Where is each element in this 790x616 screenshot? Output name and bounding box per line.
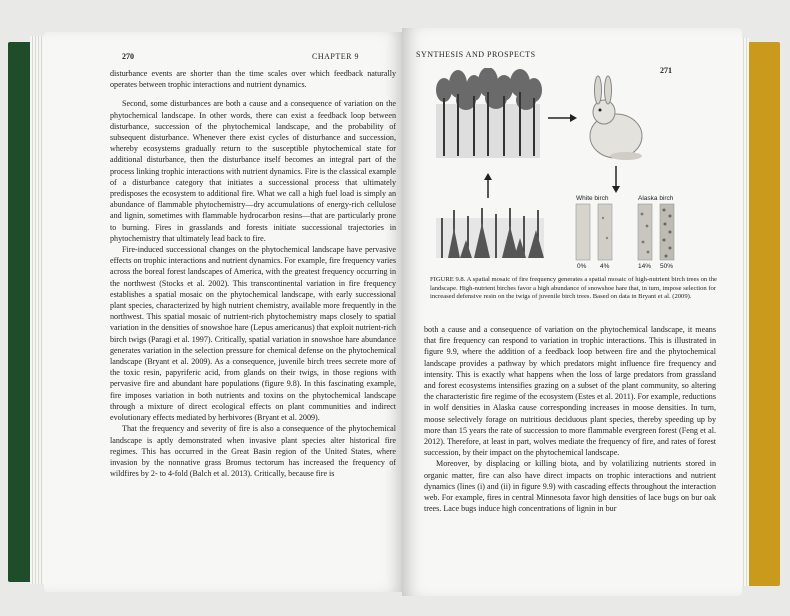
left-text-column [110,68,396,479]
paragraph: disturbance events are shorter than the time scales over which feedback naturally operates between trophic interactions and nutrient dynamics. [110,69,396,90]
bark-sample [576,204,590,260]
bark-percentage: 50% [660,263,674,268]
bark-sample [638,204,652,260]
paragraph: That the frequency and severity of fire is also a consequence of the phytochemical landscape is aptly demonstrated when invasive plant species alter historical fire regimes. This has occurred in the Great Basin region of the United States, where invasion by the nonnative grass Bromus tectorum has increased the frequency of wildfires by 2- to 4-fold (Balch et al. 2013). Critically, because fire is [110,424,396,479]
bark-percentage: 4% [600,263,610,268]
dense-forest-illustration [436,68,542,158]
left-page [44,32,404,592]
right-page [402,28,742,596]
arrow-right-icon [548,114,577,122]
figure-illustration [430,68,730,268]
birch-bark-samples [576,195,674,268]
running-head: SYNTHESIS AND PROSPECTS [416,50,536,59]
right-text-column [424,324,716,514]
running-head: CHAPTER 9 [312,52,359,61]
book-cover-right [744,42,780,586]
page-number: 270 [122,52,134,61]
figure-caption: FIGURE 9.8. A spatial mosaic of fire frequency generates a spatial mosaic of high-nutrient birch trees on the landscape. High-nutrient birches favor a high abundance of snowshoe hare that, in turn, impose selection for increased defensive resin on the twigs of juvenile birch trees. Based on data in Bryant et al. (2009). [430,276,717,301]
burned-forest-illustration [436,208,544,258]
bark-species-label: Alaska birch [638,195,674,202]
paragraph: Moreover, by displacing or killing biota, and by volatilizing nutrients stored in organic matter, fire can also have direct impacts on trophic interactions and nutrient dynamics (lines (i) and (ii) in figure 9.9) with cascading effects throughout the interaction web. For example, fires in central Minnesota favor high densities of lace bugs on bur oak trees. Lace bugs induce high concentrations of lignin in bur [424,459,716,514]
arrow-down-icon [612,166,620,193]
paragraph: Fire-induced successional changes on the phytochemical landscape have pervasive effects on trophic interactions and nutrient dynamics. For example, fire frequency varies across the boreal forest landscapes of America, with the greatest frequency occurring in the northwest (Stocks et al. 2002). This transcontinental variation in fire frequency establishes a spatial mosaic on the phytochemical landscape, with early successional plant species, characterized by high nutrient chemistry, available more frequently in the northwest. This spatial mosaic of nutrient-rich phytochemistry maps closely to spatial variation in the densities of snowshoe hare (Lepus americanus) that exploit nutrient-rich birch twigs (Paragi et al. 1997). Critically, spatial variation in snowshoe hare abundance generates variation in the selection pressure for chemical defense on the phytochemical landscape (Bryant et al. 2009). As a consequence, juvenile birch trees secrete more of the toxic resin, papyriferic acid, from glands on their twigs, in those regions with pervasive fire and abundant hare populations (figure 9.8). In this fascinating example, fire imposes variation in both nutrients and toxins on the phytochemical landscape through a mixture of direct ecological effects on plant communities and indirect evolutionary effects mediated by herbivores (Bryant et al. 2009). [110,245,396,423]
bark-percentage: 0% [577,263,587,268]
bark-sample [598,204,612,260]
snowshoe-hare-illustration [590,76,642,160]
bark-percentage: 14% [638,263,652,268]
bark-species-label: White birch [576,195,609,202]
paragraph: Second, some disturbances are both a cause and a consequence of variation on the phytochemical landscape. In other words, there can exist a feedback loop between disturbance, succession of the phytochemical landscape, and the probability of subsequent disturbance. Whenever there exist cycles of disturbance and succession, whereby ecosystems gradually return to the susceptible phytochemical state for additional disturbance, then the disturbance itself becomes an integral part of the process linking trophic interactions with nutrient dynamics. Fire is the classical example of a disturbance category that initiates a successional process that ultimately predisposes the ecosystem to additional fire. What we call a high fuel load is simply an abundance of flammable phytochemistry—dry accumulations of energy-rich cellulose and lignin, sometimes with flammable hydrocarbon resins—that are particularly prone to burning. Fires in grasslands and forests initiate successional trajectories in phytochemistry that ultimately lead back to fire. [110,99,396,243]
arrow-up-icon [484,173,492,198]
page-number: 271 [660,66,672,75]
paragraph: both a cause and a consequence of variation on the phytochemical landscape, it means that fire frequency can respond to variation in trophic interactions. This is illustrated in figure 9.9, where the addition of a feedback loop between fire and the phytochemical landscape provides a pathway by which predators might influence fire frequency and intensity. This is exactly what happens when the loss of large predators from grassland and forest ecosystems intensifies grazing on a subset of the plant community, so altering the characteristic fire regime of the ecosystem (Estes et al. 2011). For example, reductions in wolf densities in Alaska cause corresponding increases in moose densities. In turn, moose selectively forage on nutritious deciduous plant species, thereby speeding up by more than 15 years the rate of succession to more flammable evergreen forest (Feng et al. 2012). Therefore, at least in part, wolves mediate the frequency of fire, and rates of forest succession, by their impact on the phytochemical landscape. [424,325,716,458]
figure-9-8 [430,68,730,268]
bark-sample [660,204,674,260]
